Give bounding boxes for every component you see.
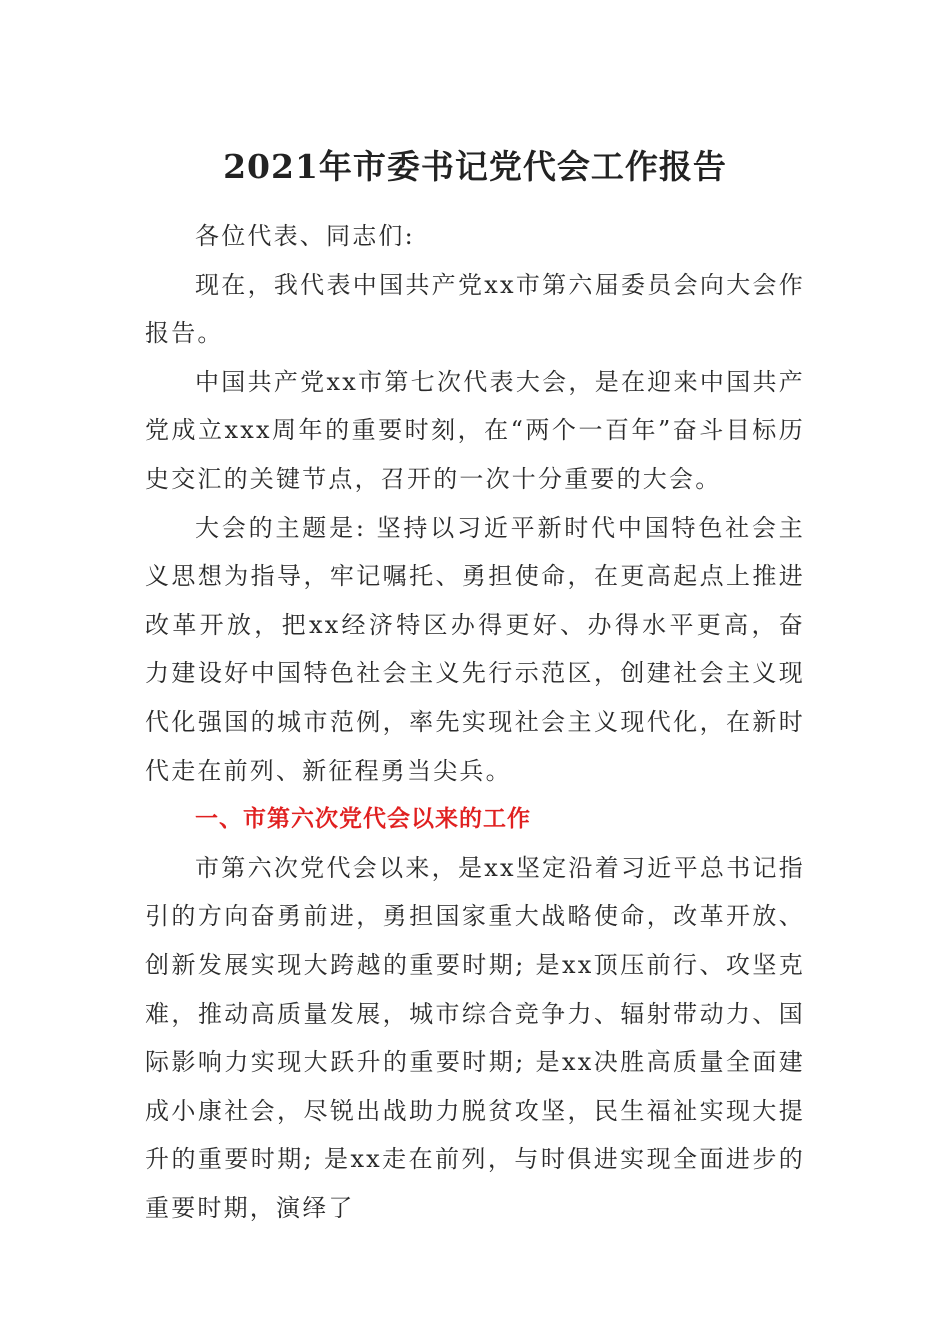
document-title: 2021年市委书记党代会工作报告 (223, 147, 727, 186)
theme-paragraph: 大会的主题是: 坚持以习近平新时代中国特色社会主义思想为指导，牢记嘱托、勇担使命，在更高起点上推进改革开放，把xx经济特区办得更好、办得水平更高，奋力建设好中国特色社会主义先行示范区，创建社会主义现代化强国的城市范例，率先实现社会主义现代化，在新时代走在前列、新征程勇当尖兵。 (145, 513, 805, 785)
section-heading: 一、市第六次党代会以来的工作 (195, 806, 531, 833)
congress-paragraph: 中国共产党xx市第七次代表大会，是在迎来中国共产党成立xxx周年的重要时刻，在“两个一百年”奋斗目标历史交汇的关键节点，召开的一次十分重要的大会。 (145, 367, 805, 493)
document-body (145, 212, 805, 1232)
opening-paragraph: 现在，我代表中国共产党xx市第六届委员会向大会作报告。 (145, 270, 805, 348)
salutation-paragraph: 各位代表、同志们: (195, 222, 415, 250)
section-paragraph: 市第六次党代会以来，是xx坚定沿着习近平总书记指引的方向奋勇前进，勇担国家重大战略使命，改革开放、创新发展实现大跨越的重要时期; 是xx顶压前行、攻坚克难，推动高质量发展，城市综合竞争力、辐射带动力、国际影响力实现大跃升的重要时期; 是xx决胜高质量全面建成小康社会，尽锐出战助力脱贫攻坚，民生福祉实现大提升的重要时期; 是xx走在前列，与时俱进实现全面进步的重要时期，演绎了 (145, 853, 805, 1222)
